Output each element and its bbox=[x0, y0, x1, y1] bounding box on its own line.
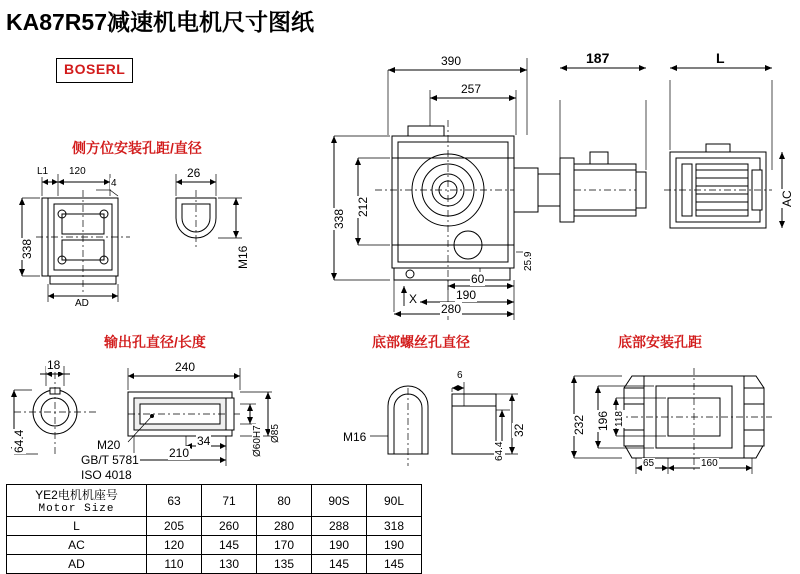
note-iso: ISO 4018 bbox=[81, 468, 132, 482]
table-row-label-ad: AD bbox=[7, 555, 147, 574]
table-size-90l: 90L bbox=[367, 485, 422, 517]
dim-AD: AD bbox=[75, 298, 89, 309]
dim-M16-bottom: M16 bbox=[343, 430, 367, 444]
table-header-cn: YE2电机机座号 bbox=[35, 488, 118, 502]
table-size-71: 71 bbox=[202, 485, 257, 517]
side-mount-view bbox=[6, 160, 306, 320]
dim-190: 190 bbox=[456, 288, 477, 302]
dim-34: 34 bbox=[197, 434, 211, 448]
dim-26: 26 bbox=[187, 166, 201, 180]
dim-M16-side: M16 bbox=[236, 245, 250, 269]
caption-bottom-screw: 底部螺丝孔直径 bbox=[372, 334, 470, 350]
dim-196: 196 bbox=[596, 410, 610, 431]
dim-64-4: 64.4 bbox=[12, 429, 26, 453]
table-row-header-label bbox=[7, 485, 147, 517]
dim-85: Ø85 bbox=[270, 424, 281, 443]
table-size-63: 63 bbox=[147, 485, 202, 517]
dim-L1: L1 bbox=[37, 166, 49, 177]
table-cell: 135 bbox=[257, 555, 312, 574]
page-title: KA87R57减速机电机尺寸图纸 bbox=[6, 9, 314, 35]
dim-18: 18 bbox=[47, 358, 61, 372]
table-cell: 170 bbox=[257, 536, 312, 555]
dim-25-9: 25.9 bbox=[523, 251, 534, 271]
table-cell: 130 bbox=[202, 555, 257, 574]
label-X: X bbox=[409, 292, 418, 306]
table-cell: 145 bbox=[367, 555, 422, 574]
dim-60h7: Ø60H7 bbox=[252, 425, 263, 457]
brand-logo bbox=[56, 58, 133, 83]
dim-240: 240 bbox=[175, 360, 196, 374]
side-mount-drawing bbox=[6, 160, 306, 320]
dim-280: 280 bbox=[441, 302, 462, 316]
output-bore-view bbox=[0, 358, 320, 488]
table-header-en: Motor Size bbox=[38, 503, 115, 515]
table-cell: 110 bbox=[147, 555, 202, 574]
table-row-label-ac: AC bbox=[7, 536, 147, 555]
note-gb: GB/T 5781 bbox=[81, 453, 139, 467]
table-cell: 190 bbox=[312, 536, 367, 555]
dim-64-4-screw: 64.4 bbox=[494, 441, 505, 461]
table-cell: 288 bbox=[312, 517, 367, 536]
table-cell: 145 bbox=[202, 536, 257, 555]
dim-257: 257 bbox=[461, 82, 482, 96]
bottom-mount-view bbox=[560, 358, 800, 478]
table-cell: 120 bbox=[147, 536, 202, 555]
dim-160: 160 bbox=[701, 458, 718, 469]
dim-338: 338 bbox=[332, 208, 346, 229]
table-cell: 205 bbox=[147, 517, 202, 536]
dim-120: 120 bbox=[69, 166, 86, 177]
table-cell: 260 bbox=[202, 517, 257, 536]
dim-338-side: 338 bbox=[20, 238, 34, 259]
table-row-label-l: L bbox=[7, 517, 147, 536]
dim-4: 4 bbox=[111, 178, 117, 189]
dim-32: 32 bbox=[512, 423, 526, 437]
main-assembly-drawing bbox=[320, 40, 790, 330]
main-assembly-view bbox=[320, 40, 794, 330]
table-size-90s: 90S bbox=[312, 485, 367, 517]
caption-bottom-mount: 底部安装孔距 bbox=[618, 334, 702, 350]
dim-AC: AC bbox=[780, 190, 794, 207]
table-header-row bbox=[7, 485, 422, 517]
motor-size-table bbox=[6, 484, 422, 574]
dim-210: 210 bbox=[169, 446, 190, 460]
table-size-80: 80 bbox=[257, 485, 312, 517]
table-cell: 280 bbox=[257, 517, 312, 536]
bottom-screw-view bbox=[343, 358, 560, 478]
caption-output-bore: 输出孔直径/长度 bbox=[104, 334, 206, 350]
table-row bbox=[7, 517, 422, 536]
table-cell: 145 bbox=[312, 555, 367, 574]
dim-L: L bbox=[716, 50, 725, 66]
dim-118: 118 bbox=[614, 411, 625, 427]
brand-text: BOSERL bbox=[64, 61, 126, 77]
table-cell: 318 bbox=[367, 517, 422, 536]
dim-390: 390 bbox=[441, 54, 462, 68]
dim-187: 187 bbox=[586, 50, 610, 66]
table-row bbox=[7, 536, 422, 555]
table-row bbox=[7, 555, 422, 574]
note-M20: M20 bbox=[97, 438, 121, 452]
dim-60: 60 bbox=[471, 272, 485, 286]
dim-6: 6 bbox=[457, 370, 463, 381]
dim-232: 232 bbox=[572, 414, 586, 435]
caption-side-mount: 侧方位安装孔距/直径 bbox=[72, 140, 202, 156]
dim-212: 212 bbox=[356, 196, 370, 217]
table-cell: 190 bbox=[367, 536, 422, 555]
dim-65: 65 bbox=[643, 458, 655, 469]
